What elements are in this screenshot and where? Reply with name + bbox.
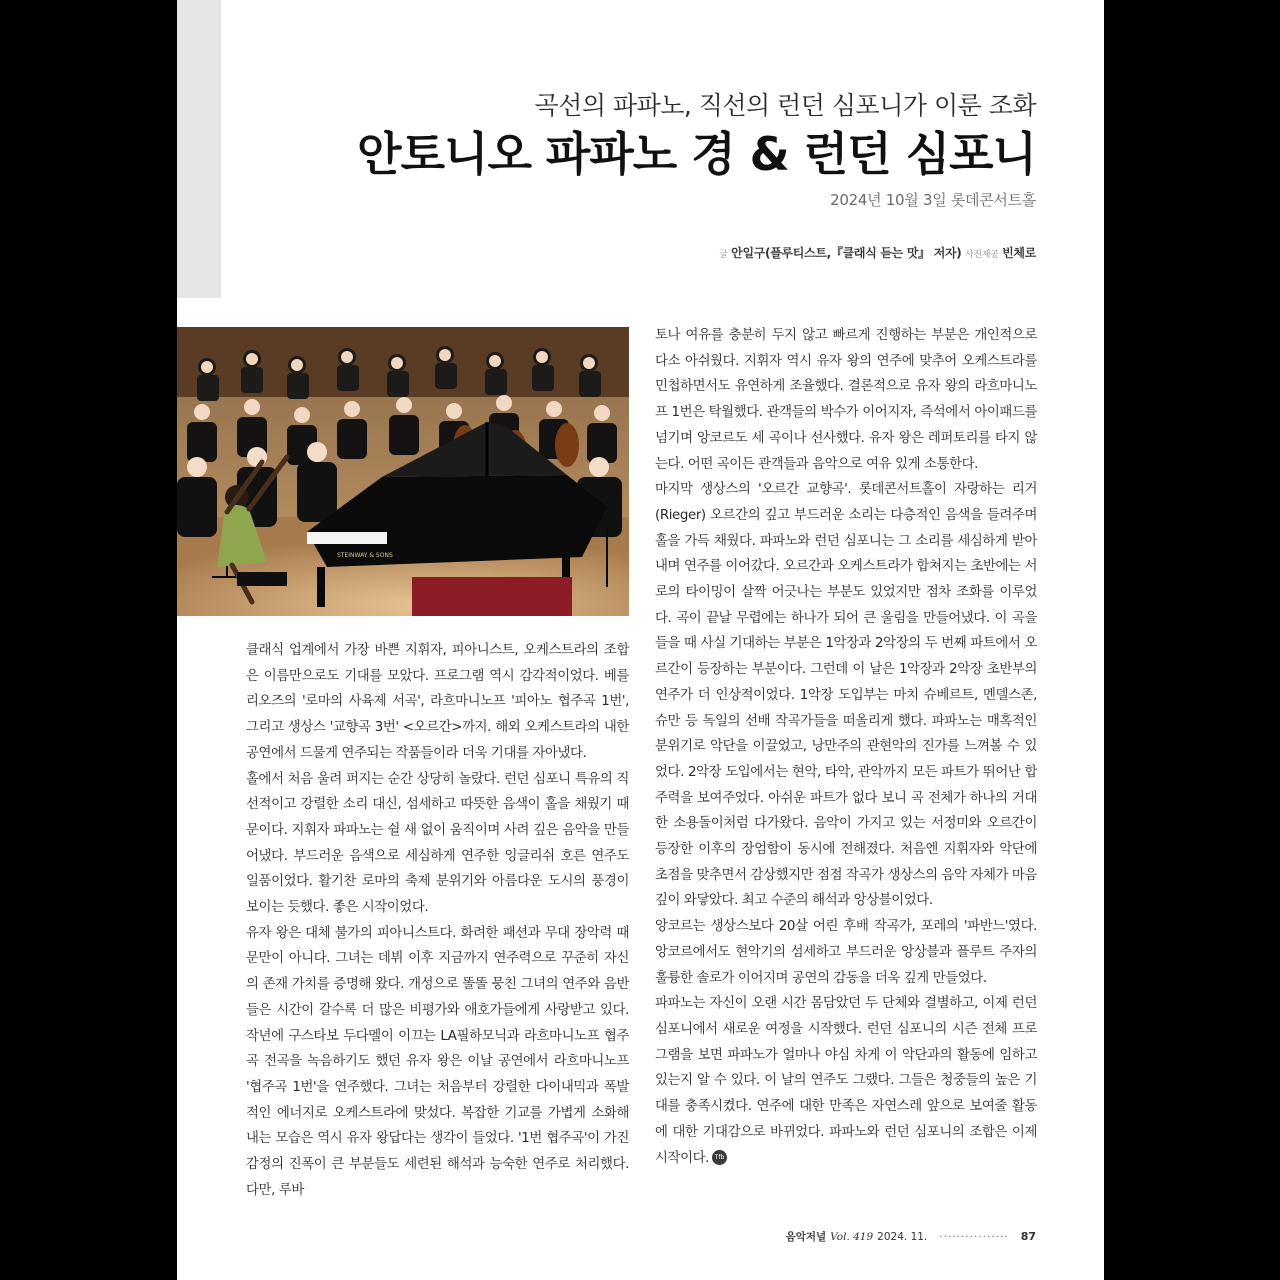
paragraph-text: 파파노는 자신이 오랜 시간 몸담았던 두 단체와 결별하고, 이제 런던 심포니에서 새로운 여정을 시작했다. 런던 심포니의 시즌 전체 프로그램을 보면 파파노가 얼마나 야심 차게 이 악단과의 활동에 임하고 있는지 알 수 있다. 이 날의 연주도 그랬다. 그들은 청중들의 높은 기대를 충족시켰다. 연주에 대한 만족은 자연스레 앞으로 보여줄 활동에 대한 기대감으로 바뀌었다. 파파노와 런던 심포니의 조합은 이제 시작이다. (655, 996, 1037, 1166)
photo-credit-label: 사진제공 (965, 250, 999, 260)
page-footer (786, 1229, 1036, 1244)
photo-credit-name: 빈체로 (1002, 246, 1036, 260)
concert-photo (177, 327, 629, 616)
steinway-logo: STEINWAY & SONS (337, 552, 393, 559)
magazine-name: 음악저널 (785, 1231, 827, 1243)
paragraph: 마지막 생상스의 '오르간 교향곡'. 롯데콘서트홀이 자랑하는 리거(Rieger) 오르간의 깊고 부드러운 소리는 다층적인 음색을 들려주며 홀을 가득 채웠다. 파파노와 런던 심포니는 그 소리를 세심하게 받아내며 연주를 이어갔다. 오르간과 오케스트라가 합쳐지는 초반에는 서로의 타이밍이 살짝 어긋나는 부분도 있었지만 점차 조화를 이루었다. 곡이 끝날 무렵에는 하나가 되어 큰 울림을 만들어냈다. 이 곡을 들을 때 사실 기대하는 부분은 1악장과 2악장의 두 번째 파트에서 오르간이 등장하는 부분이다. 그런데 이 날은 1악장과 2악장 초반부의 연주가 더 인상적이었다. 1악장 도입부는 마치 슈베르트, 멘델스존, 슈만 등 독일의 선배 작곡가들을 떠올리게 했다. 파파노는 매혹적인 분위기로 악단을 이끌었고, 낭만주의 관현악의 진가를 느껴볼 수 있었다. 2악장 도입에서는 현악, 타악, 관악까지 모든 파트가 뛰어난 합주력을 보여주었다. 아쉬운 파트가 없다 보니 곡 전체가 하나의 거대한 소용돌이처럼 다가왔다. 음악이 가지고 있는 서정미와 오르간이 등장한 이후의 장엄함이 동시에 전해졌다. 처음엔 지휘자와 악단에 초점을 맞추면서 감상했지만 점점 작곡가 생상스의 음악 자체가 마음 깊이 와닿았다. 최고 수준의 해석과 앙상블이었다. (655, 482, 1037, 909)
paragraph: 홀에서 처음 울려 퍼지는 순간 상당히 놀랐다. 런던 심포니 특유의 직선적이고 강렬한 소리 대신, 섬세하고 따뜻한 음색이 홀을 채웠기 때문이다. 지휘자 파파노는 쉴 새 없이 움직이며 사려 깊은 음악을 만들어냈다. 부드러운 음색으로 세심하게 연주한 잉글리쉬 호른 연주도 일품이었다. 활기찬 로마의 축제 분위기와 아름다운 도시의 풍경이 보이는 듯했다. 좋은 시작이었다. (246, 771, 629, 916)
page-number: 87 (1020, 1230, 1036, 1243)
article-end-mark-icon: Tfb (712, 1150, 727, 1165)
orchestra-piano-illustration (177, 327, 629, 616)
paragraph: 클래식 업계에서 가장 바쁜 지휘자, 피아니스트, 오케스트라의 조합은 이름만으로도 기대를 모았다. 프로그램 역시 감각적이었다. 베를리오즈의 '로마의 사육제 서곡', 라흐마니노프 '피아노 협주곡 1번', 그리고 생상스 '교향곡 3번' <오르간>까지. 해외 오케스트라의 내한 공연에서 드물게 연주되는 작품들이라 더욱 기대를 자아냈다. (246, 643, 629, 761)
paragraph-last (655, 991, 1037, 1171)
article-left-column (246, 638, 629, 1203)
issue-volume: Vol. 419 (830, 1230, 874, 1243)
writer-name: 안일구(플루티스트,『클래식 듣는 맛』 저자) (731, 246, 962, 260)
article-right-column (655, 323, 1037, 1171)
paragraph: 앙코르는 생상스보다 20살 어린 후배 작곡가, 포레의 '파반느'였다. 앙코르에서도 현악기의 섬세하고 부드러운 앙상블과 플루트 주자의 훌륭한 솔로가 이어지며 공연의 감동을 더욱 깊게 만들었다. (655, 919, 1037, 986)
article-credits (719, 244, 1036, 261)
decorative-gray-bar (177, 0, 221, 298)
paragraph: 토나 여유를 충분히 두지 않고 빠르게 진행하는 부분은 개인적으로 다소 아쉬웠다. 지휘자 역시 유자 왕의 연주에 맞추어 오케스트라를 민첩하면서도 유연하게 조율했다. 결론적으로 유자 왕의 라흐마니노프 1번은 탁월했다. 관객들의 박수가 이어지자, 즉석에서 아이패드를 넘기며 앙코르도 세 곡이나 선사했다. 유자 왕은 레퍼토리를 타지 않는다. 어떤 곡이든 관객들과 음악으로 여유 있게 소통한다. (655, 328, 1037, 472)
issue-date: 2024. 11. (877, 1230, 928, 1243)
dotted-leader: ················ (939, 1230, 1009, 1243)
concert-dateline: 2024년 10월 3일 롯데콘서트홀 (830, 191, 1036, 209)
article-title: 안토니오 파파노 경 & 런던 심포니 (357, 127, 1036, 181)
paragraph: 유자 왕은 대체 불가의 피아니스트다. 화려한 패션과 무대 장악력 때문만이 아니다. 그녀는 데뷔 이후 지금까지 연주력으로 꾸준히 자신의 존재 가치를 증명해 왔다. 개성으로 똘똘 뭉친 그녀의 연주와 음반들은 시간이 갈수록 더 많은 비평가와 애호가들에게 사랑받고 있다. 작년에 구스타보 두다멜이 이끄는 LA필하모닉과 라흐마니노프 협주곡 전곡을 녹음하기도 했던 유자 왕은 이날 공연에서 라흐마니노프 '협주곡 1번'을 연주했다. 그녀는 처음부터 강렬한 다이내믹과 폭발적인 에너지로 오케스트라에 맞섰다. 복잡한 기교를 가볍게 소화해 내는 모습은 역시 유자 왕답다는 생각이 들었다. '1번 협주곡'이 가진 감정의 진폭이 큰 부분들도 세련된 해석과 능숙한 연주로 처리했다. 다만, 루바 (246, 925, 629, 1198)
writer-label: 글 (719, 250, 728, 260)
article-subtitle: 곡선의 파파노, 직선의 런던 심포니가 이룬 조화 (534, 91, 1036, 120)
magazine-page (177, 0, 1104, 1280)
